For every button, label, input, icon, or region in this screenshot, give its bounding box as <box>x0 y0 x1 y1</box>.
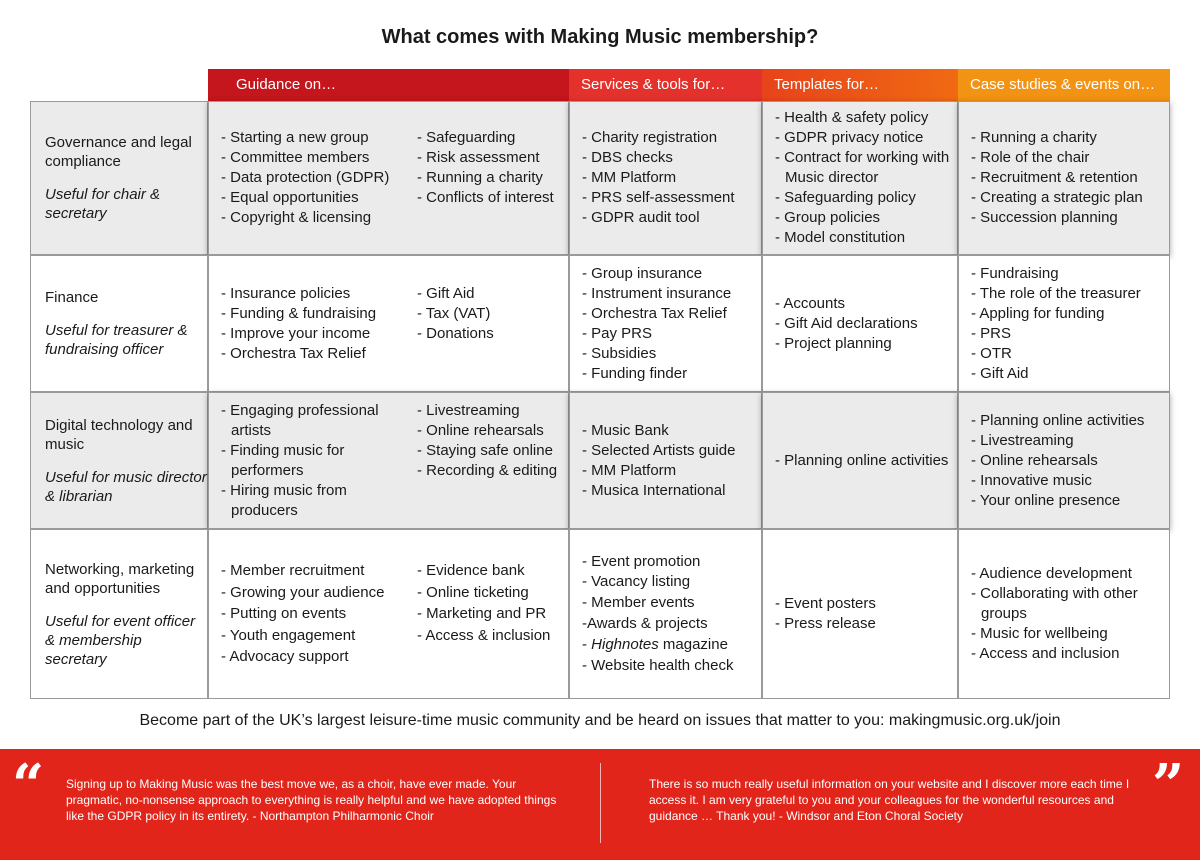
list-item: - MM Platform <box>582 169 677 186</box>
list-item: - Insurance policies <box>221 284 351 302</box>
list-item: - The role of the treasurer <box>971 284 1141 302</box>
guidance-list-b <box>417 401 568 481</box>
templates-cell-networking <box>762 529 958 699</box>
list-item: - Funding finder <box>582 364 688 382</box>
row-useful-for: Useful for chair & secretary <box>45 186 161 222</box>
list-item: - Online ticketing <box>417 583 529 601</box>
header-services: Services & tools for… <box>569 69 762 101</box>
guidance-list-a <box>221 401 407 521</box>
list-item: - Appling for funding <box>971 304 1105 322</box>
templates-list <box>775 451 948 471</box>
list-item: - Finding music for performers <box>221 441 345 479</box>
list-item: - Running a charity <box>417 169 543 186</box>
templates-cell-digital <box>762 392 958 529</box>
list-item: - Collaborating with other groups <box>971 585 1138 622</box>
divider <box>600 763 601 843</box>
list-item: - Creating a strategic plan <box>971 189 1143 206</box>
cases-list <box>971 264 1141 384</box>
list-item: - Website health check <box>582 656 734 674</box>
row-useful-for: Useful for treasurer & fundraising officer <box>45 322 188 358</box>
list-item: - PRS self-assessment <box>582 189 735 206</box>
row-label-networking <box>30 529 208 699</box>
list-item: - Engaging professional artists <box>221 401 379 439</box>
list-item: - Access and inclusion <box>971 645 1120 662</box>
services-cell-digital <box>569 392 762 529</box>
list-item: - Event posters <box>775 595 876 612</box>
row-title: Digital technology and music <box>45 416 193 453</box>
list-item: - Gift Aid declarations <box>775 314 918 332</box>
list-item: - Role of the chair <box>971 149 1090 166</box>
cases-list <box>971 564 1169 664</box>
list-item: - Highnotes magazine <box>582 635 728 653</box>
list-item: - Musica International <box>582 481 726 499</box>
list-item: - Youth engagement <box>221 626 356 644</box>
guidance-list-a <box>221 560 407 668</box>
cases-cell-networking <box>958 529 1170 699</box>
list-item: - Improve your income <box>221 324 371 342</box>
guidance-list-a <box>221 128 407 228</box>
list-item: - Growing your audience <box>221 583 385 601</box>
list-item: - Donations <box>417 324 494 342</box>
page-title: What comes with Making Music membership? <box>381 26 819 48</box>
list-item: - Planning online activities <box>971 411 1145 429</box>
cases-list <box>971 128 1143 228</box>
services-list <box>582 421 735 501</box>
header-case-studies: Case studies & events on… <box>958 69 1170 101</box>
list-item: - Group insurance <box>582 264 703 282</box>
list-item: - Contract for working with Music director <box>775 149 950 186</box>
list-item: - Evidence bank <box>417 562 525 580</box>
list-item: - Charity registration <box>582 129 718 146</box>
list-item: - Group policies <box>775 209 881 226</box>
cases-list <box>971 411 1144 511</box>
list-item: - Safeguarding policy <box>775 189 916 206</box>
guidance-cell-governance <box>208 101 569 255</box>
list-item: - Safeguarding <box>417 129 516 146</box>
quote-close-icon: ” <box>1152 752 1185 818</box>
list-item: - DBS checks <box>582 149 673 166</box>
list-item: - PRS <box>971 324 1012 342</box>
row-useful-for: Useful for event officer & membership secretary <box>45 612 196 668</box>
services-cell-governance <box>569 101 762 255</box>
row-label-digital <box>30 392 208 529</box>
list-item: - Advocacy support <box>221 648 349 666</box>
list-item: - Selected Artists guide <box>582 441 736 459</box>
row-title: Finance <box>45 289 99 306</box>
templates-list <box>775 294 918 354</box>
guidance-list-b <box>417 560 568 646</box>
templates-list <box>775 594 876 634</box>
list-item: - Member recruitment <box>221 562 365 580</box>
testimonial-banner <box>0 749 1200 860</box>
list-item: - Fundraising <box>971 264 1059 282</box>
services-list <box>582 128 735 228</box>
guidance-cell-finance <box>208 255 569 392</box>
list-item: - Press release <box>775 615 876 632</box>
list-item: - Gift Aid <box>417 284 475 302</box>
header-templates: Templates for… <box>762 69 958 101</box>
list-item: - Conflicts of interest <box>417 189 554 206</box>
list-item: - Livestreaming <box>971 431 1074 449</box>
list-item: - Data protection (GDPR) <box>221 169 390 186</box>
templates-list <box>775 108 957 248</box>
services-list <box>582 552 733 677</box>
list-item: - Planning online activities <box>775 451 949 469</box>
testimonial-left: Signing up to Making Music was the best move we, as a choir, have ever made. Your pragmatic, no-nonsense approach to everything is really helpful and we have adopted things like the GDPR policy in its entirety. - Northampton Philharmonic Choir <box>66 777 557 823</box>
cases-cell-finance <box>958 255 1170 392</box>
list-item: - Succession planning <box>971 209 1118 226</box>
list-item: - GDPR audit tool <box>582 209 700 226</box>
list-item: - MM Platform <box>582 461 677 479</box>
list-item: - Tax (VAT) <box>417 304 491 322</box>
list-item: - Project planning <box>775 334 892 352</box>
list-item: - Hiring music from producers <box>221 481 347 519</box>
list-item: - Starting a new group <box>221 129 369 146</box>
list-item: - GDPR privacy notice <box>775 129 924 146</box>
list-item: - Music for wellbeing <box>971 625 1108 642</box>
quote-open-icon: “ <box>12 752 45 818</box>
list-item: - Event promotion <box>582 552 701 570</box>
list-item: - Copyright & licensing <box>221 209 372 226</box>
list-item: - Pay PRS <box>582 324 653 342</box>
list-item: - Audience development <box>971 565 1132 582</box>
services-cell-finance <box>569 255 762 392</box>
list-item: - Putting on events <box>221 605 347 623</box>
list-item: - Online rehearsals <box>417 421 544 439</box>
join-line: Become part of the UK’s largest leisure-time music community and be heard on issues that matter to you: makingmusic.org.uk/join <box>139 712 1061 729</box>
list-item: - Orchestra Tax Relief <box>221 344 366 362</box>
row-title: Governance and legal compliance <box>45 134 192 170</box>
testimonial-right: There is so much really useful information on your website and I discover more each time I access it. I am very grateful to you and your colleagues for the wonderful resources and guidance … Thank you! - Windsor and Eton Choral Society <box>649 777 1130 823</box>
guidance-cell-digital <box>208 392 569 529</box>
list-item: - Marketing and PR <box>417 605 547 623</box>
row-label-finance <box>30 255 208 392</box>
list-item: - Vacancy listing <box>582 573 691 591</box>
list-item: - Funding & fundraising <box>221 304 377 322</box>
list-item: - Instrument insurance <box>582 284 732 302</box>
list-item: - Music Bank <box>582 421 669 439</box>
list-item: - Equal opportunities <box>221 189 359 206</box>
list-item: - Innovative music <box>971 471 1092 489</box>
list-item: - Accounts <box>775 294 846 312</box>
row-useful-for: Useful for music director & librarian <box>45 468 207 505</box>
list-item: - Running a charity <box>971 129 1097 146</box>
list-item: - Committee members <box>221 149 370 166</box>
header-guidance: Guidance on… <box>208 69 569 101</box>
list-item: - Risk assessment <box>417 149 540 166</box>
list-item: - Member events <box>582 594 695 612</box>
cases-cell-governance <box>958 101 1170 255</box>
list-item: - Orchestra Tax Relief <box>582 304 727 322</box>
list-item: - Livestreaming <box>417 401 520 419</box>
list-item: - Access & inclusion <box>417 626 551 644</box>
list-item: - Recording & editing <box>417 461 558 479</box>
list-item: - Recruitment & retention <box>971 169 1138 186</box>
list-item: - Health & safety policy <box>775 109 929 126</box>
list-item: - Online rehearsals <box>971 451 1098 469</box>
list-item: - Subsidies <box>582 344 657 362</box>
templates-cell-governance <box>762 101 958 255</box>
guidance-list-b <box>417 284 568 344</box>
services-cell-networking <box>569 529 762 699</box>
guidance-cell-networking <box>208 529 569 699</box>
row-title: Networking, marketing and opportunities <box>45 560 195 597</box>
list-item: - OTR <box>971 344 1012 362</box>
list-item: - Staying safe online <box>417 441 553 459</box>
templates-cell-finance <box>762 255 958 392</box>
row-label-governance <box>30 101 208 255</box>
list-item: - Model constitution <box>775 229 906 246</box>
services-list <box>582 264 731 384</box>
cases-cell-digital <box>958 392 1170 529</box>
guidance-list-b <box>417 128 568 228</box>
list-item: - Gift Aid <box>971 364 1029 382</box>
list-item: - Your online presence <box>971 491 1121 509</box>
guidance-list-a <box>221 284 407 364</box>
list-item: -Awards & projects <box>582 615 708 632</box>
